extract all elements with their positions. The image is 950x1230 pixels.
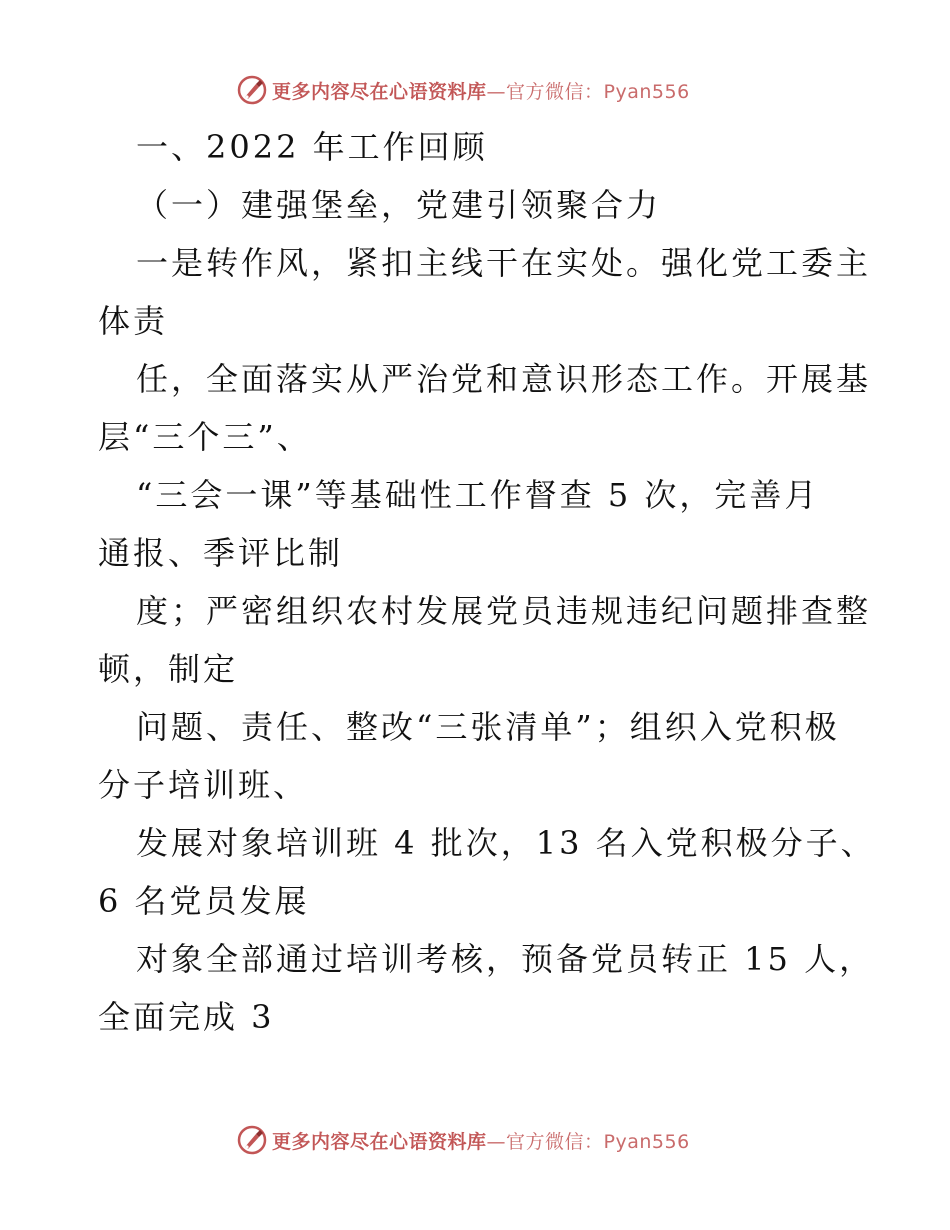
footer-banner-main: 更多内容尽在心语资料库 [272, 1130, 487, 1153]
header-banner-separator: — [486, 80, 507, 103]
header-banner-text [272, 77, 690, 104]
paragraph-line: 问题、责任、整改“三张清单”；组织入党积极 [136, 708, 840, 746]
section-heading: 一、2022 年工作回顾 [136, 128, 488, 166]
paragraph-line: 一是转作风，紧扣主线干在实处。强化党工委主 [136, 244, 872, 282]
footer-banner-text [272, 1127, 690, 1154]
paragraph-line: 发展对象培训班 4 批次，13 名入党积极分子、 [136, 824, 876, 862]
paragraph-line: 分子培训班、 [98, 766, 309, 804]
paragraph-line: 通报、季评比制 [98, 534, 344, 572]
header-banner-wechat: 官方微信：Pyan556 [506, 80, 690, 103]
paragraph-line: 体责 [98, 302, 169, 340]
paragraph-line: 对象全部通过培训考核，预备党员转正 15 人， [136, 940, 875, 978]
paragraph-line: 层“三个三”、 [98, 418, 312, 456]
paragraph-line: “三会一课”等基础性工作督查 5 次，完善月 [136, 476, 820, 514]
pen-logo-icon [236, 1124, 268, 1156]
pen-logo-icon [236, 74, 268, 106]
document-body [98, 118, 876, 1046]
footer-banner-wechat: 官方微信：Pyan556 [506, 1130, 690, 1153]
subsection-heading: （一）建强堡垒，党建引领聚合力 [136, 186, 662, 224]
paragraph-line: 6 名党员发展 [98, 882, 310, 920]
header-banner [236, 73, 690, 107]
paragraph-line: 任，全面落实从严治党和意识形态工作。开展基 [136, 360, 872, 398]
paragraph-line: 顿，制定 [98, 650, 239, 688]
paragraph-line: 全面完成 3 [98, 998, 275, 1036]
footer-banner-separator: — [486, 1130, 507, 1153]
paragraph-line: 度；严密组织农村发展党员违规违纪问题排查整 [136, 592, 872, 630]
footer-banner [236, 1123, 690, 1157]
header-banner-main: 更多内容尽在心语资料库 [272, 80, 487, 103]
